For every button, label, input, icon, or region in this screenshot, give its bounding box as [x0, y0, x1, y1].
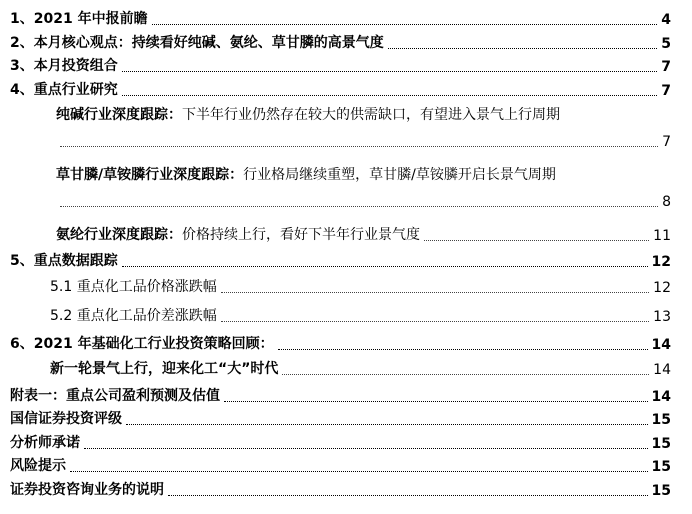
toc-page-number: 14	[653, 362, 671, 378]
toc-page-number: 15	[651, 459, 671, 475]
toc-entry-label: 分析师承诺	[10, 435, 80, 451]
toc-entry-6[interactable]	[10, 333, 671, 353]
toc-page-number: 14	[651, 389, 671, 405]
toc-page-number: 11	[653, 228, 671, 244]
toc-entry-label: 风险提示	[10, 458, 66, 474]
toc-leader	[122, 266, 648, 267]
toc-entry-title: 纯碱行业深度跟踪：	[56, 107, 182, 123]
toc-entry-label: 4、重点行业研究	[10, 82, 118, 98]
toc-page-number: 12	[651, 254, 671, 270]
toc-entry-5-1[interactable]	[50, 276, 671, 296]
toc-entry-label: 5.2 重点化工品价差涨跌幅	[50, 308, 217, 324]
toc-entry-risk[interactable]	[10, 455, 671, 475]
toc-page-number: 12	[653, 280, 671, 296]
toc-entry-2[interactable]	[10, 32, 671, 52]
toc-page-number: 7	[661, 59, 671, 75]
toc-entry-label: 1、2021 年中报前瞻	[10, 11, 148, 27]
toc-leader	[126, 424, 648, 425]
toc-entry-label: 6、2021 年基础化工行业投资策略回顾：	[10, 336, 274, 352]
toc-entry-1[interactable]	[10, 8, 671, 28]
toc-entry-6-1[interactable]	[50, 358, 671, 378]
toc-entry-label: 国信证券投资评级	[10, 411, 122, 427]
toc-entry-label: 附表一：重点公司盈利预测及估值	[10, 388, 220, 404]
toc-entry-label: 5、重点数据跟踪	[10, 253, 118, 269]
toc-entry-disclosure[interactable]	[10, 479, 671, 499]
toc-page-number: 14	[651, 337, 671, 353]
toc-page-number: 15	[651, 436, 671, 452]
toc-entry-label: 5.1 重点化工品价格涨跌幅	[50, 279, 217, 295]
toc-page-number: 4	[661, 12, 671, 28]
toc-entry-4-3[interactable]	[56, 224, 671, 244]
toc-entry-label: 价格持续上行，看好下半年行业景气度	[182, 227, 420, 243]
toc-leader	[122, 71, 658, 72]
toc-entry-5-2[interactable]	[50, 305, 671, 325]
toc-leader	[221, 321, 649, 322]
toc-entry-label: 2、本月核心观点：持续看好纯碱、氨纶、草甘膦的高景气度	[10, 35, 384, 51]
toc-page-number: 8	[662, 194, 671, 210]
toc-entry-analyst[interactable]	[10, 432, 671, 452]
toc-entry-label: 下半年行业仍然存在较大的供需缺口，有望进入景气上行周期	[182, 107, 560, 123]
toc-page-number: 15	[651, 412, 671, 428]
toc-leader	[168, 495, 648, 496]
toc-entry-title: 氨纶行业深度跟踪：	[56, 227, 182, 243]
toc-page-number: 5	[661, 36, 671, 52]
toc-leader	[224, 401, 648, 402]
toc-page-number: 7	[662, 134, 671, 150]
toc-leader	[282, 374, 649, 375]
toc-leader	[60, 206, 658, 207]
toc-entry-label: 行业格局继续重塑，草甘膦/草铵膦开启长景气周期	[243, 167, 556, 183]
toc-page-number: 15	[651, 483, 671, 499]
toc-leader	[84, 448, 648, 449]
toc-entry-rating[interactable]	[10, 408, 671, 428]
toc-entry-title: 草甘膦/草铵膦行业深度跟踪：	[56, 167, 244, 183]
toc-leader	[221, 292, 649, 293]
toc-page-number: 13	[653, 309, 671, 325]
toc-page-number: 7	[661, 83, 671, 99]
toc-leader	[122, 95, 658, 96]
toc-entry-appendix[interactable]	[10, 385, 671, 405]
toc-entry-label: 证券投资咨询业务的说明	[10, 482, 164, 498]
toc-entry-label: 新一轮景气上行，迎来化工“大”时代	[50, 361, 279, 377]
toc-leader	[388, 48, 658, 49]
toc-leader	[278, 349, 648, 350]
toc-leader	[424, 240, 649, 241]
toc-leader	[60, 146, 658, 147]
toc-entry-4[interactable]	[10, 79, 671, 99]
toc-entry-label: 3、本月投资组合	[10, 58, 118, 74]
toc-leader	[70, 471, 648, 472]
toc-leader	[152, 24, 658, 25]
toc-entry-5[interactable]	[10, 250, 671, 270]
toc-entry-3[interactable]	[10, 55, 671, 75]
